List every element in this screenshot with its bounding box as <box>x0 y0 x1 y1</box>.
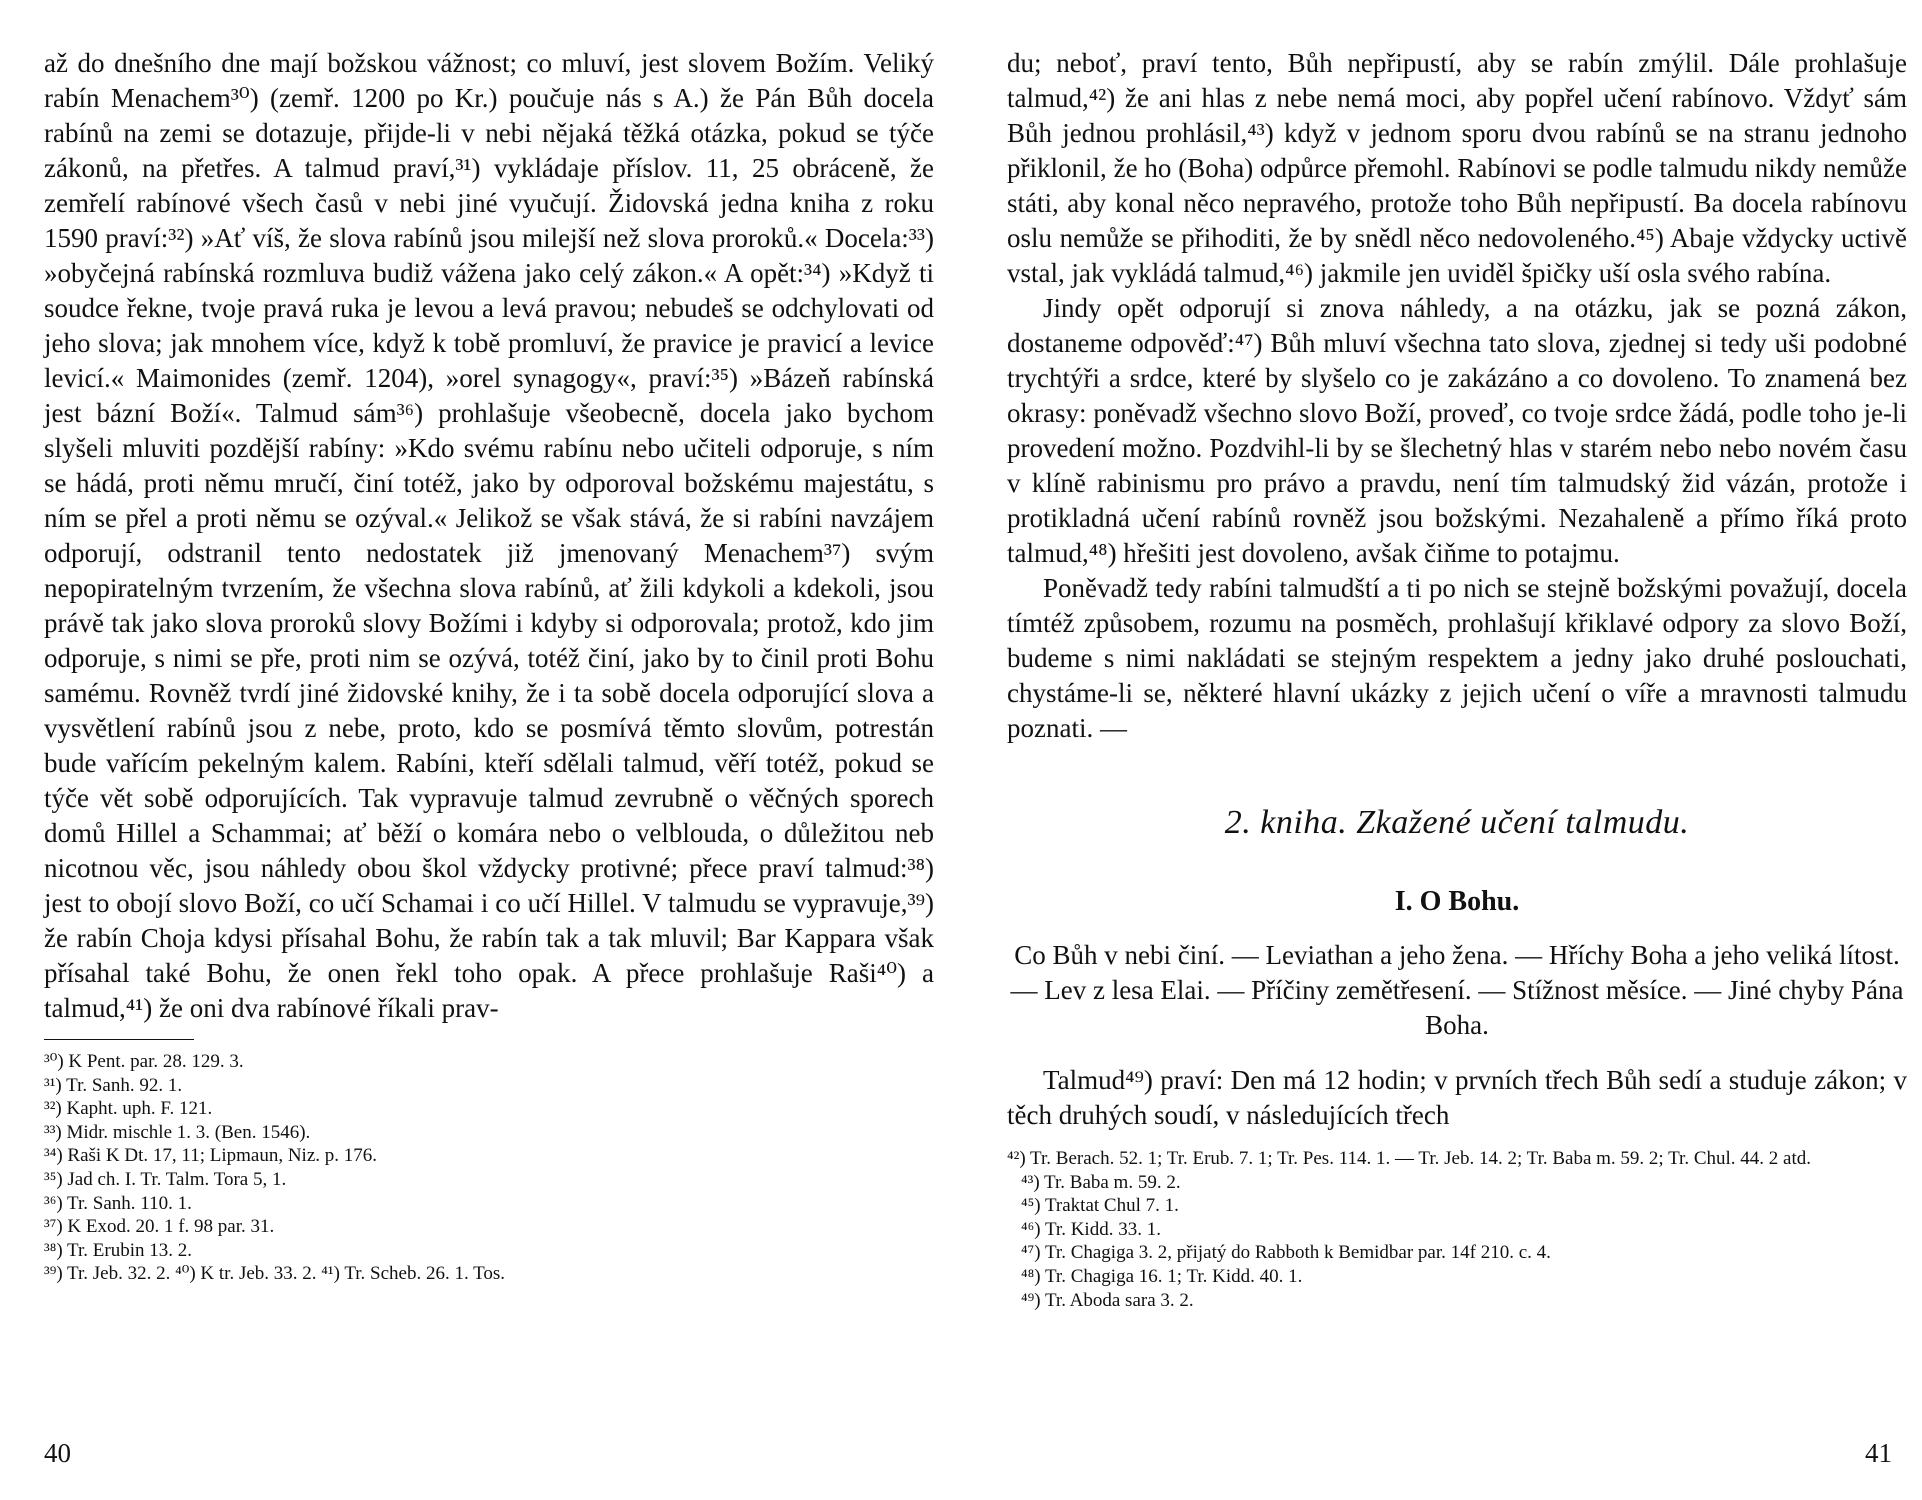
left-footnotes <box>44 1050 934 1286</box>
right-paragraph: Jindy opět odporují si znova náhledy, a na otázku, jak se pozná zákon, dostaneme odpověď:⁴⁷) Bůh mluví všechna tato slova, zjednej si tedy uši podobné trychtýři a srdce, které by slyšelo co je zakázáno a co dovoleno. To znamená bez okrasy: poněvadž všechno slovo Boží, proveď, co tvoje srdce žádá, podle toho je-li provedení možno. Pozdvihl-li by se šlechetný hlas v starém nebo nebo novém času v klíně rabinismu pro právo a pravdu, není tím talmudský žid vázán, protože i protikladná učení rabínů rovněž jsou božskými. Nezahaleně a přímo říká proto talmud,⁴⁸) hřešiti jest dovoleno, avšak čiňme to potajmu. <box>1007 293 1907 568</box>
left-page <box>44 46 934 1286</box>
footnote: ³²) Kapht. uph. F. 121. <box>44 1098 213 1120</box>
right-paragraph: Poněvadž tedy rabíni talmudští a ti po nich se stejně božskými považují, docela tímtéž způsobem, rozumu na posměch, prohlašují křiklavé odpory za slovo Boží, budeme s nimi nakládati se stejným respektem a jedny jako druhé poslouchati, chystáme-li se, některé hlavní ukázky z jejich učení o víře a mravnosti talmudu poznati. — <box>1007 573 1907 743</box>
right-footnotes <box>1007 1147 1907 1312</box>
footnote: ⁴³) Tr. Baba m. 59. 2. <box>1021 1171 1181 1193</box>
chapter-summary: Co Bůh v nebi činí. — Leviathan a jeho žena. — Hříchy Boha a jeho veliká lítost. — Lev z lesa Elai. — Příčiny zemětřesení. — Stížnost měsíce. — Jiné chyby Pána Boha. <box>1010 940 1904 1040</box>
footnote: ³⁸) Tr. Erubin 13. 2. <box>44 1239 192 1261</box>
footnote: ³⁵) Jad ch. I. Tr. Talm. Tora 5, 1. <box>44 1168 287 1190</box>
page-number-left: 40 <box>44 1438 71 1468</box>
footnote: ⁴⁸) Tr. Chagiga 16. 1; Tr. Kidd. 40. 1. <box>1021 1265 1303 1287</box>
right-body-text <box>1007 46 1907 746</box>
footnote: ³⁰) K Pent. par. 28. 129. 3. <box>44 1051 244 1072</box>
footnote: ⁴⁵) Traktat Chul 7. 1. <box>1021 1195 1179 1217</box>
left-body-text <box>44 46 934 1026</box>
book-title: 2. kniha. Zkažené učení talmudu. <box>1224 804 1690 841</box>
footnote: ³⁷) K Exod. 20. 1 f. 98 par. 31. <box>44 1216 275 1238</box>
chapter-paragraph: Talmud⁴⁹) praví: Den má 12 hodin; v prvních třech Bůh sedí a studuje zákon; v těch druhých soudí, v následujících třech <box>1007 1065 1907 1130</box>
footnote: ⁴⁹) Tr. Aboda sara 3. 2. <box>1021 1289 1194 1311</box>
chapter-title: I. O Bohu. <box>1394 886 1520 917</box>
right-paragraph: du; neboť, praví tento, Bůh nepřipustí, aby se rabín zmýlil. Dále prohlašuje talmud,⁴²) že ani hlas z nebe nemá moci, aby popřel učení rabínovo. Vždyť sám Bůh jednou prohlásil,⁴³) když v jednom sporu dvou rabínů se na stranu jednoho přiklonil, že ho (Boha) odpůrce přemohl. Rabínovi se podle talmudu nikdy nemůže státi, aby konal něco nepravého, protože toho Bůh nepřipustí. Ba docela rabínovu oslu nemůže se přihoditi, že by snědl něco nedovoleného.⁴⁵) Abaje vždycky uctivě vstal, jak vykládá talmud,⁴⁶) jakmile jen uviděl špičky uší osla svého rabína. <box>1007 48 1907 288</box>
footnote: ³⁹) Tr. Jeb. 32. 2. ⁴⁰) K tr. Jeb. 33. 2. ⁴¹) Tr. Scheb. 26. 1. Tos. <box>44 1263 506 1285</box>
footnote: ³⁶) Tr. Sanh. 110. 1. <box>44 1192 192 1214</box>
footnote: ³¹) Tr. Sanh. 92. 1. <box>44 1074 183 1096</box>
footnote-divider <box>44 1039 194 1040</box>
page-number-right: 41 <box>1865 1438 1892 1468</box>
footnote: ⁴⁷) Tr. Chagiga 3. 2, přijatý do Rabboth k Bemidbar par. 14f 210. c. 4. <box>1021 1242 1551 1264</box>
footnote: ³³) Midr. mischle 1. 3. (Ben. 1546). <box>44 1121 311 1143</box>
footnote: ³⁴) Raši K Dt. 17, 11; Lipmaun, Niz. p. 176. <box>44 1145 378 1167</box>
right-page <box>1007 46 1907 1312</box>
footnote: ⁴⁶) Tr. Kidd. 33. 1. <box>1021 1218 1161 1240</box>
footnote: ⁴²) Tr. Berach. 52. 1; Tr. Erub. 7. 1; Tr. Pes. 114. 1. — Tr. Jeb. 14. 2; Tr. Baba m. 59. 2; Tr. Chul. 44. 2 atd. <box>1007 1148 1811 1169</box>
chapter-body-text <box>1007 1063 1907 1133</box>
left-paragraph: až do dnešního dne mají božskou vážnost; co mluví, jest slovem Božím. Veliký rabín Menachem³⁰) (zemř. 1200 po Kr.) poučuje nás s A.) že Pán Bůh docela rabínů na zemi se dotazuje, přijde-li v nebi nějaká těžká otázka, pokud se týče zákonů, na přetřes. A talmud praví,³¹) vykládaje příslov. 11, 25 obráceně, že zemřelí rabínové všech časů v nebi jiné vyučují. Židovská jedna kniha z roku 1590 praví:³²) »Ať víš, že slova rabínů jsou milejší než slova proroků.« Docela:³³) »obyčejná rabínská rozmluva budiž vážena jako celý zákon.« A opět:³⁴) »Když ti soudce řekne, tvoje pravá ruka je levou a levá pravou; nebudeš se odchylovati od jeho slova; jak mnohem více, když k tobě promluví, že pravice je pravicí a levice levicí.« Maimonides (zemř. 1204), »orel synagogy«, praví:³⁵) »Bázeň rabínská jest bázní Boží«. Talmud sám³⁶) prohlašuje všeobecně, docela jako bychom slyšeli mluviti pozdější rabíny: »Kdo svému rabínu nebo učiteli odporuje, s ním se hádá, proti němu mručí, činí totéž, jako by odporoval božskému majestátu, s ním se přel a proti němu se ozýval.« Jelikož se však stává, že si rabíni navzájem odporují, odstranil tento nedostatek již jmenovaný Menachem³⁷) svým nepopiratelným tvrzením, že všechna slova rabínů, ať žili kdykoli a kdekoli, jsou právě tak jako slova proroků slovy Božími i kdyby si odporovala; protož, kdo jim odporuje, s nimi se pře, proti nim se ozývá, totéž činí, jako by to činil proti Bohu samému. Rovněž tvrdí jiné židovské knihy, že i ta sobě docela odporující slova a vysvětlení rabínů jsou z nebe, proto, kdo se posmívá těmto slovům, potrestán bude vařícím pekelným kalem. Rabíni, kteří sdělali talmud, věří totéž, pokud se týče vět sobě odporujících. Tak vypravuje talmud zevrubně o věčných sporech domů Hillel a Schammai; ať běží o komára nebo o velblouda, o důležitou neb nicotnou věc, jsou náhledy obou škol vždycky protivné; přece praví talmud:³⁸) jest to obojí slovo Boží, co učí Schamai i co učí Hillel. V talmudu se vypravuje,³⁹) že rabín Choja kdysi přísahal Bohu, že rabín tak a tak mluvil; Bar Kappara však přísahal také Bohu, že onen řekl toho opak. A přece prohlašuje Raši⁴⁰) a talmud,⁴¹) že oni dva rabínové říkali prav- <box>44 48 934 1023</box>
